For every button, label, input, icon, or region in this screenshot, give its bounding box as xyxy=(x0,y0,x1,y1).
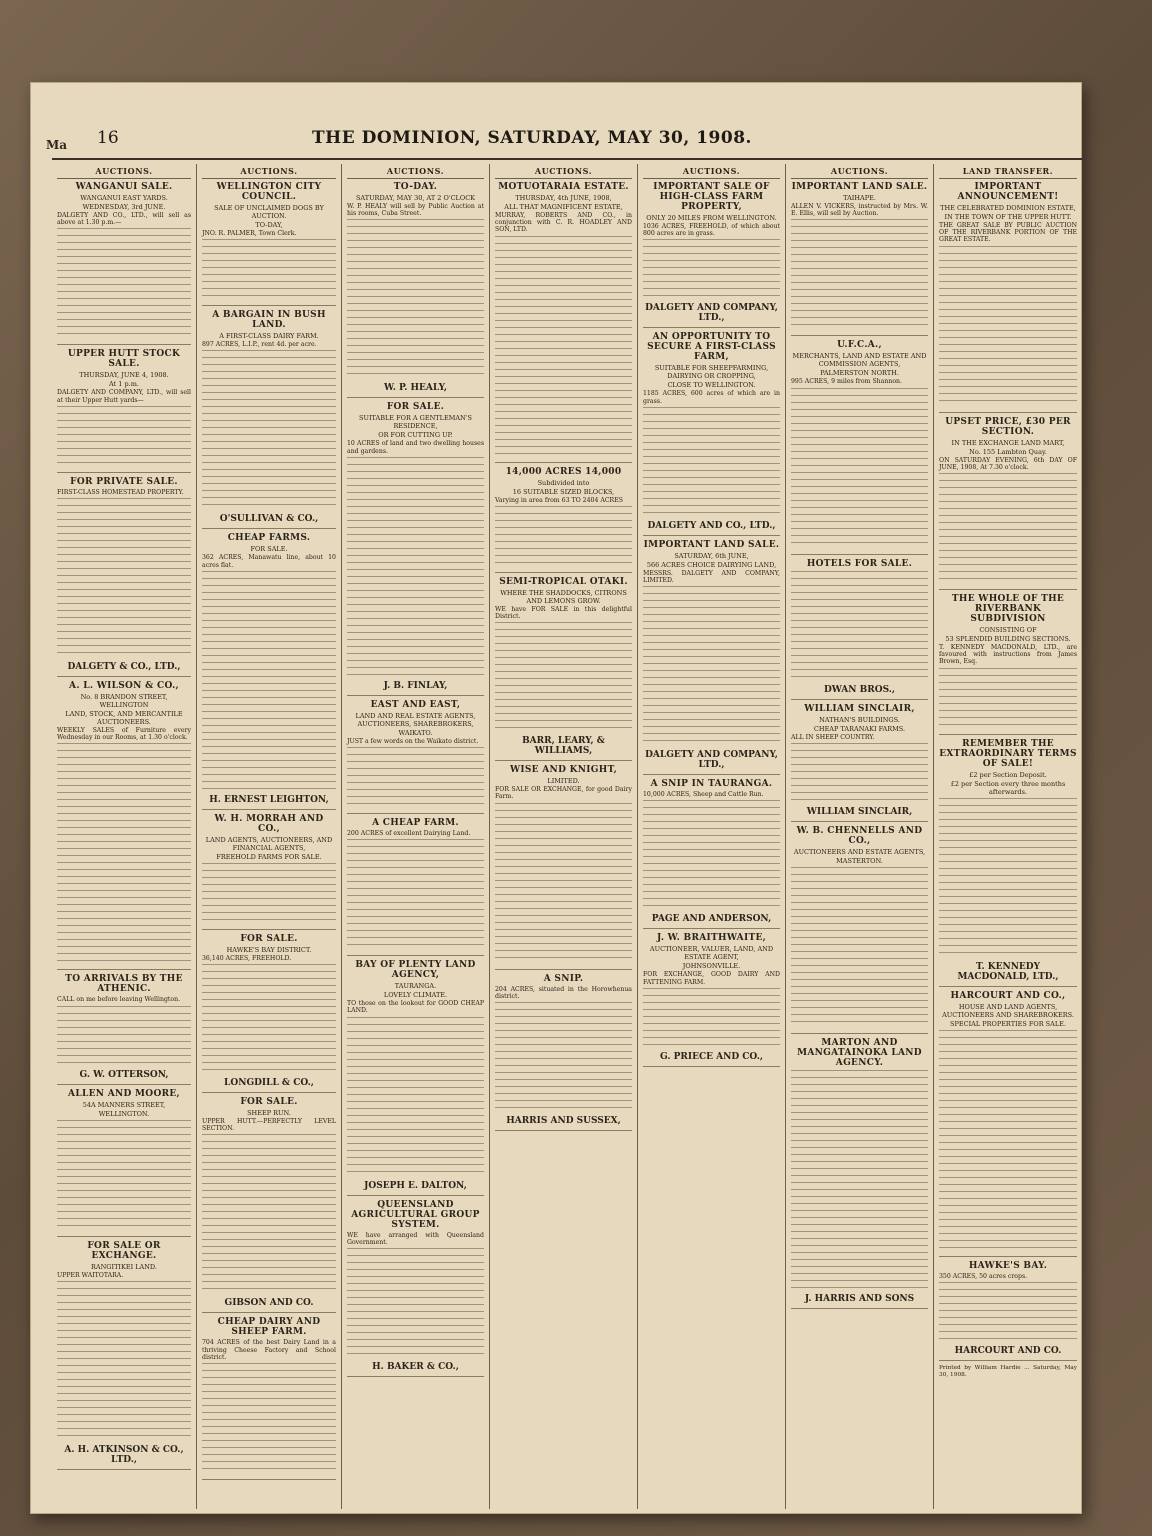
ad-title: CHEAP DAIRY AND SHEEP FARM. xyxy=(217,1317,321,1338)
advertisement xyxy=(347,700,484,814)
ad-subtitle: CONSISTING OF xyxy=(979,626,1037,635)
advertisement xyxy=(202,1317,336,1480)
advertiser-signature: T. KENNEDY MACDONALD, LTD., xyxy=(957,961,1059,982)
advertisement xyxy=(202,1097,336,1313)
ad-body-text: TO those on the lookout for GOOD CHEAP LAND. xyxy=(347,1000,484,1015)
small-print-text-block xyxy=(791,867,928,1027)
ad-title: IMPORTANT ANNOUNCEMENT! xyxy=(957,182,1059,202)
advertiser-signature: PAGE AND ANDERSON, xyxy=(651,914,772,925)
ad-title: FOR SALE OR EXCHANGE. xyxy=(87,1240,161,1261)
small-print-text-block xyxy=(202,863,336,923)
ad-body-text: 995 ACRES, 9 miles from Shannon. xyxy=(791,378,903,386)
ad-title: UPPER HUTT STOCK SALE. xyxy=(67,349,181,370)
small-print-text-block xyxy=(791,1070,928,1290)
advertiser-signature: HARRIS AND SUSSEX, xyxy=(506,1116,621,1127)
ad-body-text: 1036 ACRES, FREEHOLD, of which about 800 acres are in grass. xyxy=(643,223,780,238)
ad-subtitle: NATHAN'S BUILDINGS. xyxy=(819,715,900,724)
ad-subtitle: SATURDAY, 6th JUNE, xyxy=(674,551,749,560)
advertiser-signature: LONGDILL & CO., xyxy=(224,1078,314,1089)
ad-subtitle: LAND AGENTS, AUCTIONEERS, AND FINANCIAL AGENTS, xyxy=(205,835,333,852)
column-section-heading: AUCTIONS. xyxy=(347,166,484,179)
small-print-text-block xyxy=(347,219,484,379)
advertiser-signature: JOSEPH E. DALTON, xyxy=(364,1180,467,1191)
advertisement xyxy=(202,310,336,529)
ad-body-text: ALLEN V. VICKERS, instructed by Mrs. W. E. Ellis, will sell by Auction. xyxy=(791,203,928,218)
ad-title: HOTELS FOR SALE. xyxy=(806,558,913,569)
ad-title: HAWKE'S BAY. xyxy=(968,1260,1048,1271)
ad-title: CHEAP FARMS. xyxy=(227,533,311,544)
advertiser-signature: DALGETY AND COMPANY, LTD., xyxy=(645,303,778,324)
advertisement xyxy=(347,1200,484,1377)
column-3 xyxy=(342,164,490,1509)
ad-title: 14,000 ACRES 14,000 xyxy=(505,466,622,477)
ad-subtitle: LAND AND REAL ESTATE AGENTS, AUCTIONEERS, SHAREBROKERS, xyxy=(355,711,476,728)
ad-title: WELLINGTON CITY COUNCIL. xyxy=(216,182,322,202)
advertisement xyxy=(791,182,928,336)
newspaper-title: THE DOMINION, SATURDAY, MAY 30, 1908. xyxy=(312,128,752,148)
small-print-text-block xyxy=(347,747,484,807)
ad-title: A SNIP. xyxy=(543,973,584,984)
ad-body-text: UPPER WAITOTARA. xyxy=(57,1271,124,1279)
ad-subtitle: SALE OF UNCLAIMED DOGS BY AUCTION. xyxy=(214,204,324,220)
small-print-text-block xyxy=(643,239,780,299)
advertisement xyxy=(939,594,1077,735)
ad-subtitle: THURSDAY, 4th JUNE, 1908, xyxy=(515,194,612,202)
advertisement xyxy=(202,533,336,809)
ad-body-text: THE GREAT SALE BY PUBLIC AUCTION OF THE RIVERBANK PORTION OF THE GREAT ESTATE. xyxy=(939,222,1077,244)
ad-subtitle: AUCTIONEERS AND ESTATE AGENTS, xyxy=(793,847,926,856)
advertisement xyxy=(57,349,191,472)
ad-title: TO-DAY. xyxy=(393,182,438,192)
advertiser-signature: GIBSON AND CO. xyxy=(224,1298,314,1309)
ad-title: W. H. MORRAH AND CO., xyxy=(214,813,324,834)
advertiser-signature: DALGETY AND CO., LTD., xyxy=(647,520,776,531)
advertisement xyxy=(347,818,484,956)
masthead xyxy=(46,128,1082,160)
advertisement xyxy=(57,182,191,345)
ad-body-text: UPPER HUTT.—PERFECTLY LEVEL SECTION. xyxy=(202,1118,336,1133)
ad-body-text: FOR SALE OR EXCHANGE, for good Dairy Farm. xyxy=(495,786,632,801)
advertisement xyxy=(791,704,928,822)
ad-title: FOR SALE. xyxy=(240,933,298,944)
ad-title: FOR SALE. xyxy=(240,1097,298,1108)
advertisement xyxy=(643,540,780,775)
small-print-text-block xyxy=(939,1282,1077,1342)
ad-title: IMPORTANT LAND SALE. xyxy=(791,182,928,192)
ad-title: QUEENSLAND AGRICULTURAL GROUP SYSTEM. xyxy=(351,1199,480,1230)
small-print-text-block xyxy=(791,743,928,803)
advertisement xyxy=(791,826,928,1034)
ad-subtitle: TAURANGA. xyxy=(394,982,437,991)
ad-title: FOR PRIVATE SALE. xyxy=(70,476,178,487)
printer-imprint: Printed by William Hardie ... Saturday, May 30, 1908. xyxy=(939,1364,1077,1378)
ad-title: IMPORTANT LAND SALE. xyxy=(643,539,780,550)
advertiser-signature: HARCOURT AND CO. xyxy=(954,1345,1062,1356)
small-print-text-block xyxy=(495,622,632,732)
advertisement xyxy=(57,1241,191,1470)
small-print-text-block xyxy=(57,1006,191,1066)
ad-subtitle: LIMITED. xyxy=(547,777,580,786)
ad-title: BAY OF PLENTY LAND AGENCY, xyxy=(355,960,476,981)
ad-body-text: DALGETY AND COMPANY, LTD., will sell at their Upper Hutt yards— xyxy=(57,389,191,404)
ad-subtitle: IN THE EXCHANGE LAND MART, xyxy=(951,438,1065,447)
ad-body-text: MESSRS. DALGETY AND COMPANY, LIMITED. xyxy=(643,569,780,585)
ad-subtitle-2: RANGITIKEI LAND. xyxy=(91,1262,157,1271)
ad-subtitle: £2 per Section Deposit. xyxy=(969,770,1047,779)
small-print-text-block xyxy=(202,239,336,299)
ad-subtitle-2: No. 155 Lambton Quay. xyxy=(969,447,1047,456)
small-print-text-block xyxy=(643,800,780,910)
advertisement xyxy=(57,1089,191,1237)
ad-title: REMEMBER THE EXTRAORDINARY TERMS OF SALE! xyxy=(939,738,1077,769)
ad-subtitle-2: A FIRST-CLASS DAIRY FARM. xyxy=(219,332,319,341)
ad-title: THE WHOLE OF THE RIVERBANK SUBDIVISION xyxy=(951,594,1065,625)
ad-title: W. B. CHENNELLS AND CO., xyxy=(796,825,923,846)
ad-subtitle: SUITABLE FOR SHEEPFARMING, DAIRYING OR CROPPING, xyxy=(654,364,769,381)
ad-subtitle: MERCHANTS, LAND AND ESTATE AND COMMISSION AGENTS, xyxy=(792,352,927,369)
small-print-text-block xyxy=(495,803,632,963)
column-2 xyxy=(197,164,342,1509)
advertiser-signature: G. PRIECE AND CO., xyxy=(660,1051,763,1062)
ad-subtitle: THURSDAY, JUNE 4, 1908. xyxy=(79,371,169,380)
ad-body-text: W. P. HEALY will sell by Public Auction at his rooms, Cuba Street. xyxy=(347,203,484,218)
ad-body-text: 36,140 ACRES, FREEHOLD. xyxy=(202,954,292,962)
ad-subtitle: Subdivided into xyxy=(537,478,590,487)
small-print-text-block xyxy=(791,388,928,548)
column-section-heading: AUCTIONS. xyxy=(202,166,336,179)
small-print-text-block xyxy=(643,407,780,517)
ad-subtitle-2: JOHNSONVILLE. xyxy=(682,962,741,971)
ad-subtitle-2: WELLINGTON. xyxy=(98,1109,150,1118)
column-section-heading: AUCTIONS. xyxy=(495,166,632,179)
ad-body-text: DALGETY AND CO., LTD., will sell as above at 1.30 p.m.— xyxy=(57,212,191,227)
small-print-text-block xyxy=(495,506,632,566)
ad-title: A SNIP IN TAURANGA. xyxy=(650,779,773,790)
column-4 xyxy=(490,164,638,1509)
advertisement xyxy=(643,933,780,1066)
ad-subtitle-2: WAIKATO. xyxy=(398,728,433,737)
ad-subtitle-2: At 1 p.m. xyxy=(109,380,139,389)
advertiser-signature: J. B. FINLAY, xyxy=(383,680,448,691)
advertisement xyxy=(939,182,1077,413)
ad-subtitle-2: LAND, STOCK, AND MERCANTILE AUCTIONEERS. xyxy=(65,710,183,727)
ad-subtitle-2: ALL THAT MAGNIFICENT ESTATE, xyxy=(504,203,623,211)
ad-body-text: FOR EXCHANGE, GOOD DAIRY AND FATTENING FARM. xyxy=(643,971,780,986)
small-print-text-block xyxy=(202,571,336,791)
ad-title: U.F.C.A., xyxy=(837,340,882,351)
advertisement xyxy=(57,974,191,1084)
ad-title: WISE AND KNIGHT, xyxy=(509,765,618,776)
ad-body-text: 200 ACRES of excellent Dairying Land. xyxy=(347,830,471,838)
ad-subtitle: SATURDAY, MAY 30, AT 2 O'CLOCK xyxy=(355,194,476,202)
ad-body-text: ALL IN SHEEP COUNTRY. xyxy=(791,733,875,741)
advertisement xyxy=(202,934,336,1093)
advertisement xyxy=(643,779,780,929)
small-print-text-block xyxy=(202,964,336,1074)
advertisement xyxy=(202,182,336,306)
small-print-text-block xyxy=(347,1248,484,1358)
advertisement xyxy=(495,974,632,1131)
ad-subtitle-2: IN THE TOWN OF THE UPPER HUTT. xyxy=(944,213,1072,221)
ad-body-text: 10 ACRES of land and two dwelling houses and gardens. xyxy=(347,440,484,455)
advertisement xyxy=(202,814,336,930)
ad-subtitle: THE CELEBRATED DOMINION ESTATE, xyxy=(940,204,1076,212)
ad-title: EAST AND EAST, xyxy=(370,699,461,710)
ad-subtitle-2: OR FOR CUTTING UP. xyxy=(378,431,453,440)
newspaper-page xyxy=(30,82,1082,1514)
small-print-text-block xyxy=(643,988,780,1048)
ad-title: MOTUOTARAIA ESTATE. xyxy=(498,182,629,192)
ad-body-text: JNO. R. PALMER, Town Clerk. xyxy=(202,230,297,237)
ad-title: ALLEN AND MOORE, xyxy=(68,1088,180,1099)
ad-title: SEMI-TROPICAL OTAKI. xyxy=(499,576,628,587)
ad-subtitle-2: MASTERTON. xyxy=(836,856,883,865)
ad-body-text: T. KENNEDY MACDONALD, LTD., are favoured with instructions from James Brown, Esq. xyxy=(939,644,1077,666)
advertisement xyxy=(939,739,1077,987)
ad-subtitle: WANGANUI EAST YARDS. xyxy=(80,194,168,202)
advertiser-signature: A. H. ATKINSON & CO., LTD., xyxy=(64,1444,184,1465)
ad-title: WILLIAM SINCLAIR, xyxy=(804,703,915,714)
small-print-text-block xyxy=(495,1002,632,1112)
ad-body-text: 897 ACRES, L.I.P., rent 4d. per acre. xyxy=(202,341,317,349)
ad-title: AN OPPORTUNITY TO SECURE A FIRST-CLASS FARM, xyxy=(647,332,776,363)
advertiser-signature: DALGETY AND COMPANY, LTD., xyxy=(645,750,778,771)
small-print-text-block xyxy=(791,571,928,681)
ad-subtitle-2: CHEAP TARANAKI FARMS. xyxy=(813,724,906,733)
advertisement xyxy=(791,340,928,554)
ad-body-text: MURRAY, ROBERTS AND CO., in conjunction with C. R. HOADLEY AND SON, LTD. xyxy=(495,212,632,234)
column-1 xyxy=(52,164,197,1509)
ad-subtitle-2: WHERE THE SHADDOCKS, CITRONS AND LEMONS GROW. xyxy=(500,588,627,605)
advertisement xyxy=(57,681,191,970)
advertiser-signature: G. W. OTTERSON, xyxy=(79,1069,169,1080)
ad-body-text: CALL on me before leaving Wellington. xyxy=(57,996,181,1004)
advertiser-signature: H. ERNEST LEIGHTON, xyxy=(209,794,329,805)
advertisement xyxy=(939,1261,1077,1361)
ad-title: HARCOURT AND CO., xyxy=(950,990,1066,1001)
advertisement xyxy=(939,417,1077,590)
advertiser-signature: W. P. HEALY, xyxy=(383,383,447,394)
ad-body-text: 362 ACRES, Manawatu line, about 10 acres flat. xyxy=(202,554,336,569)
column-section-heading: LAND TRANSFER. xyxy=(939,166,1077,179)
ad-subtitle: ONLY 20 MILES FROM WELLINGTON. xyxy=(646,214,777,222)
ad-subtitle: HAWKE'S BAY DISTRICT. xyxy=(226,945,312,954)
ad-subtitle: FOR SALE. xyxy=(250,545,288,554)
advertiser-signature: J. HARRIS AND SONS xyxy=(804,1293,915,1304)
column-section-heading: AUCTIONS. xyxy=(791,166,928,179)
ad-body-text: 704 ACRES of the best Dairy Land in a thriving Cheese Factory and School district. xyxy=(202,1339,336,1361)
small-print-text-block xyxy=(202,350,336,510)
masthead-edge-text: Ma xyxy=(46,138,68,152)
ad-title: A BARGAIN IN BUSH LAND. xyxy=(212,310,326,331)
small-print-text-block xyxy=(57,406,191,466)
ad-subtitle: HOUSE AND LAND AGENTS, AUCTIONEERS AND SHAREBROKERS. xyxy=(942,1002,1074,1019)
advertiser-signature: H. BAKER & CO., xyxy=(372,1362,459,1373)
advertisement xyxy=(939,991,1077,1257)
advertisement xyxy=(495,182,632,463)
ad-body-text: ON SATURDAY EVENING, 6th DAY OF JUNE, 1908, At 7.30 o'clock. xyxy=(939,456,1077,471)
advertisement xyxy=(791,1038,928,1309)
small-print-text-block xyxy=(347,457,484,677)
advertisement xyxy=(643,332,780,535)
small-print-text-block xyxy=(939,1030,1077,1250)
advertiser-signature: DWAN BROS., xyxy=(823,684,896,695)
small-print-text-block xyxy=(57,228,191,338)
ad-subtitle-2: 53 SPLENDID BUILDING SECTIONS. xyxy=(945,635,1071,644)
small-print-text-block xyxy=(57,1281,191,1441)
ad-title: UPSET PRICE, £30 PER SECTION. xyxy=(945,416,1071,437)
column-area xyxy=(52,164,1082,1509)
advertisement xyxy=(643,182,780,328)
ad-body-text: 10,000 ACRES, Sheep and Cattle Run. xyxy=(643,791,764,799)
ad-body-text: 204 ACRES, situated in the Horowhenua district. xyxy=(495,985,632,1000)
advertisement xyxy=(347,960,484,1195)
advertisement xyxy=(495,577,632,761)
ad-subtitle: SHEEP RUN. xyxy=(247,1109,291,1118)
ad-title: J. W. BRAITHWAITE, xyxy=(656,933,767,944)
ad-subtitle: TAIHAPE. xyxy=(843,194,876,202)
small-print-text-block xyxy=(939,668,1077,728)
ad-body-text: 350 ACRES, 50 acres crops. xyxy=(939,1272,1028,1280)
column-5 xyxy=(638,164,786,1509)
small-print-text-block xyxy=(791,219,928,329)
ad-title: A. L. WILSON & CO., xyxy=(69,681,179,692)
ad-subtitle-2: 566 ACRES CHOICE DAIRYING LAND, xyxy=(646,560,777,569)
ad-subtitle-2: FREEHOLD FARMS FOR SALE. xyxy=(216,852,322,861)
column-6 xyxy=(786,164,934,1509)
small-print-text-block xyxy=(643,586,780,746)
ad-subtitle-2: TO-DAY, xyxy=(255,221,283,229)
ad-body-text: WE have FOR SALE in this delightful District. xyxy=(495,605,632,621)
ad-title: FOR SALE. xyxy=(386,402,445,413)
ad-body-text: WE have arranged with Queensland Government. xyxy=(347,1231,484,1246)
small-print-text-block xyxy=(57,1120,191,1230)
small-print-text-block xyxy=(57,498,191,658)
ad-title: MARTON AND MANGATAINOKA LAND AGENCY. xyxy=(797,1037,922,1068)
ad-subtitle-2: SPECIAL PROPERTIES FOR SALE. xyxy=(950,1019,1066,1028)
advertisement xyxy=(347,182,484,398)
ad-subtitle-2: PALMERSTON NORTH. xyxy=(820,369,899,378)
advertiser-signature: WILLIAM SINCLAIR, xyxy=(806,806,913,817)
small-print-text-block xyxy=(347,839,484,949)
ad-body-text: Varying in area from 63 TO 2404 ACRES xyxy=(495,496,623,504)
ad-subtitle: 54A MANNERS STREET, xyxy=(82,1100,166,1109)
advertiser-signature: O'SULLIVAN & CO., xyxy=(219,514,319,525)
column-section-heading: AUCTIONS. xyxy=(643,166,780,179)
ad-body-text: FIRST-CLASS HOMESTEAD PROPERTY. xyxy=(57,488,184,496)
ad-subtitle: No. 8 BRANDON STREET, WELLINGTON xyxy=(80,693,168,710)
advertisement xyxy=(347,402,484,695)
small-print-text-block xyxy=(939,246,1077,406)
ad-subtitle-2: WEDNESDAY, 3rd JUNE. xyxy=(82,203,166,211)
small-print-text-block xyxy=(495,236,632,456)
ad-subtitle-2: 16 SUITABLE SIZED BLOCKS, xyxy=(512,487,615,496)
small-print-text-block xyxy=(57,743,191,963)
ad-title: WANGANUI SALE. xyxy=(75,182,173,192)
column-section-heading: AUCTIONS. xyxy=(57,166,191,179)
advertisement xyxy=(791,559,928,700)
advertisement xyxy=(57,477,191,677)
column-7 xyxy=(934,164,1082,1509)
ad-body-text: JUST a few words on the Waikato district. xyxy=(347,737,479,745)
advertisement xyxy=(495,765,632,969)
advertiser-signature: BARR, LEARY, & WILLIAMS, xyxy=(522,736,605,757)
ad-subtitle-2: CLOSE TO WELLINGTON. xyxy=(667,381,756,390)
page-number: 16 xyxy=(97,128,119,148)
ad-title: TO ARRIVALS BY THE ATHENIC. xyxy=(65,974,183,995)
advertiser-signature: DALGETY & CO., LTD., xyxy=(67,662,181,673)
ad-title: A CHEAP FARM. xyxy=(372,818,459,829)
ad-subtitle-2: LOVELY CLIMATE. xyxy=(383,991,448,1000)
ad-title: IMPORTANT SALE OF HIGH-CLASS FARM PROPERTY, xyxy=(653,182,770,212)
advertisement xyxy=(495,467,632,573)
small-print-text-block xyxy=(202,1363,336,1473)
ad-subtitle-2: £2 per Section every three months afterwards. xyxy=(950,779,1066,796)
small-print-text-block xyxy=(347,1017,484,1177)
small-print-text-block xyxy=(939,473,1077,583)
ad-subtitle: SUITABLE FOR A GENTLEMAN'S RESIDENCE, xyxy=(359,414,472,431)
ad-body-text: WEEKLY SALES of Furniture every Wednesday in our Rooms, at 1.30 o'clock. xyxy=(57,727,191,742)
ad-subtitle: AUCTIONEER, VALUER, LAND, AND ESTATE AGENT, xyxy=(649,945,774,962)
small-print-text-block xyxy=(202,1134,336,1294)
ad-body-text: 1185 ACRES, 600 acres of which are in grass. xyxy=(643,390,780,405)
small-print-text-block xyxy=(939,798,1077,958)
